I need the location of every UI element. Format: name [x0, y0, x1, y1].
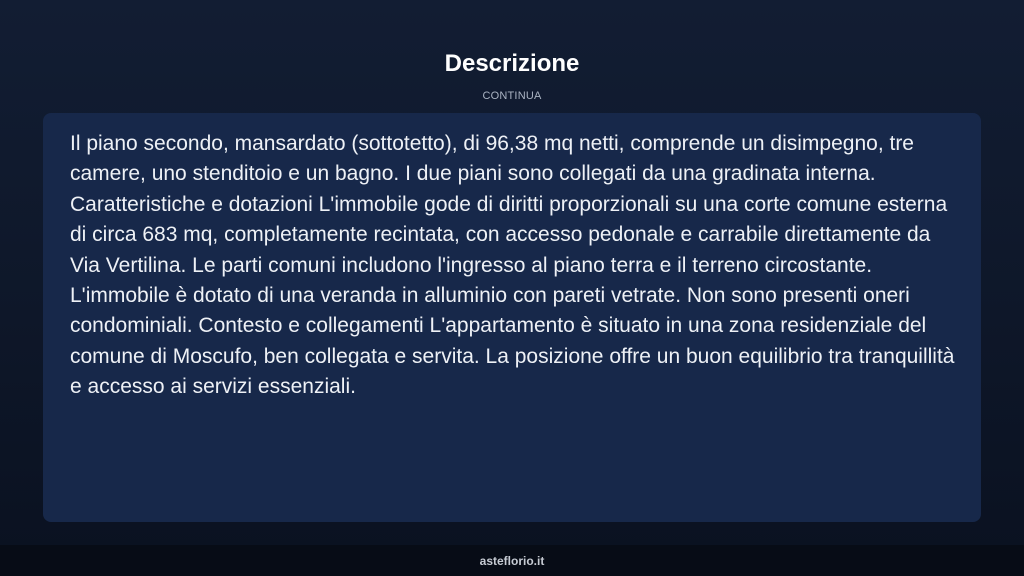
- page-title: Descrizione: [444, 50, 580, 77]
- description-text: Il piano secondo, mansardato (sottotetto), di 96,38 mq netti, comprende un disimpegno, tre camere, uno stenditoio e un bagno. I due piani sono collegati da una gradinata interna. Caratteristiche e dotazioni L'immobile gode di diritti proporzionali su una corte comune esterna di circa 683 mq, completamente recintata, con accesso pedonale e carrabile direttamente da Via Vertilina. Le parti comuni includono l'ingresso al piano terra e il terreno circostante. L'immobile è dotato di una veranda in alluminio con pareti vetrate. Non sono presenti oneri condominiali. Contesto e collegamenti L'appartamento è situato in una zona residenziale del comune di Moscufo, ben collegata e servita. La posizione offre un buon equilibrio tra tranquillità e accesso ai servizi essenziali.: [70, 132, 955, 399]
- footer-bar: [0, 545, 1024, 576]
- description-card: [43, 113, 981, 522]
- footer-site-label: asteflorio.it: [479, 554, 545, 568]
- section-subtitle: CONTINUA: [482, 90, 542, 102]
